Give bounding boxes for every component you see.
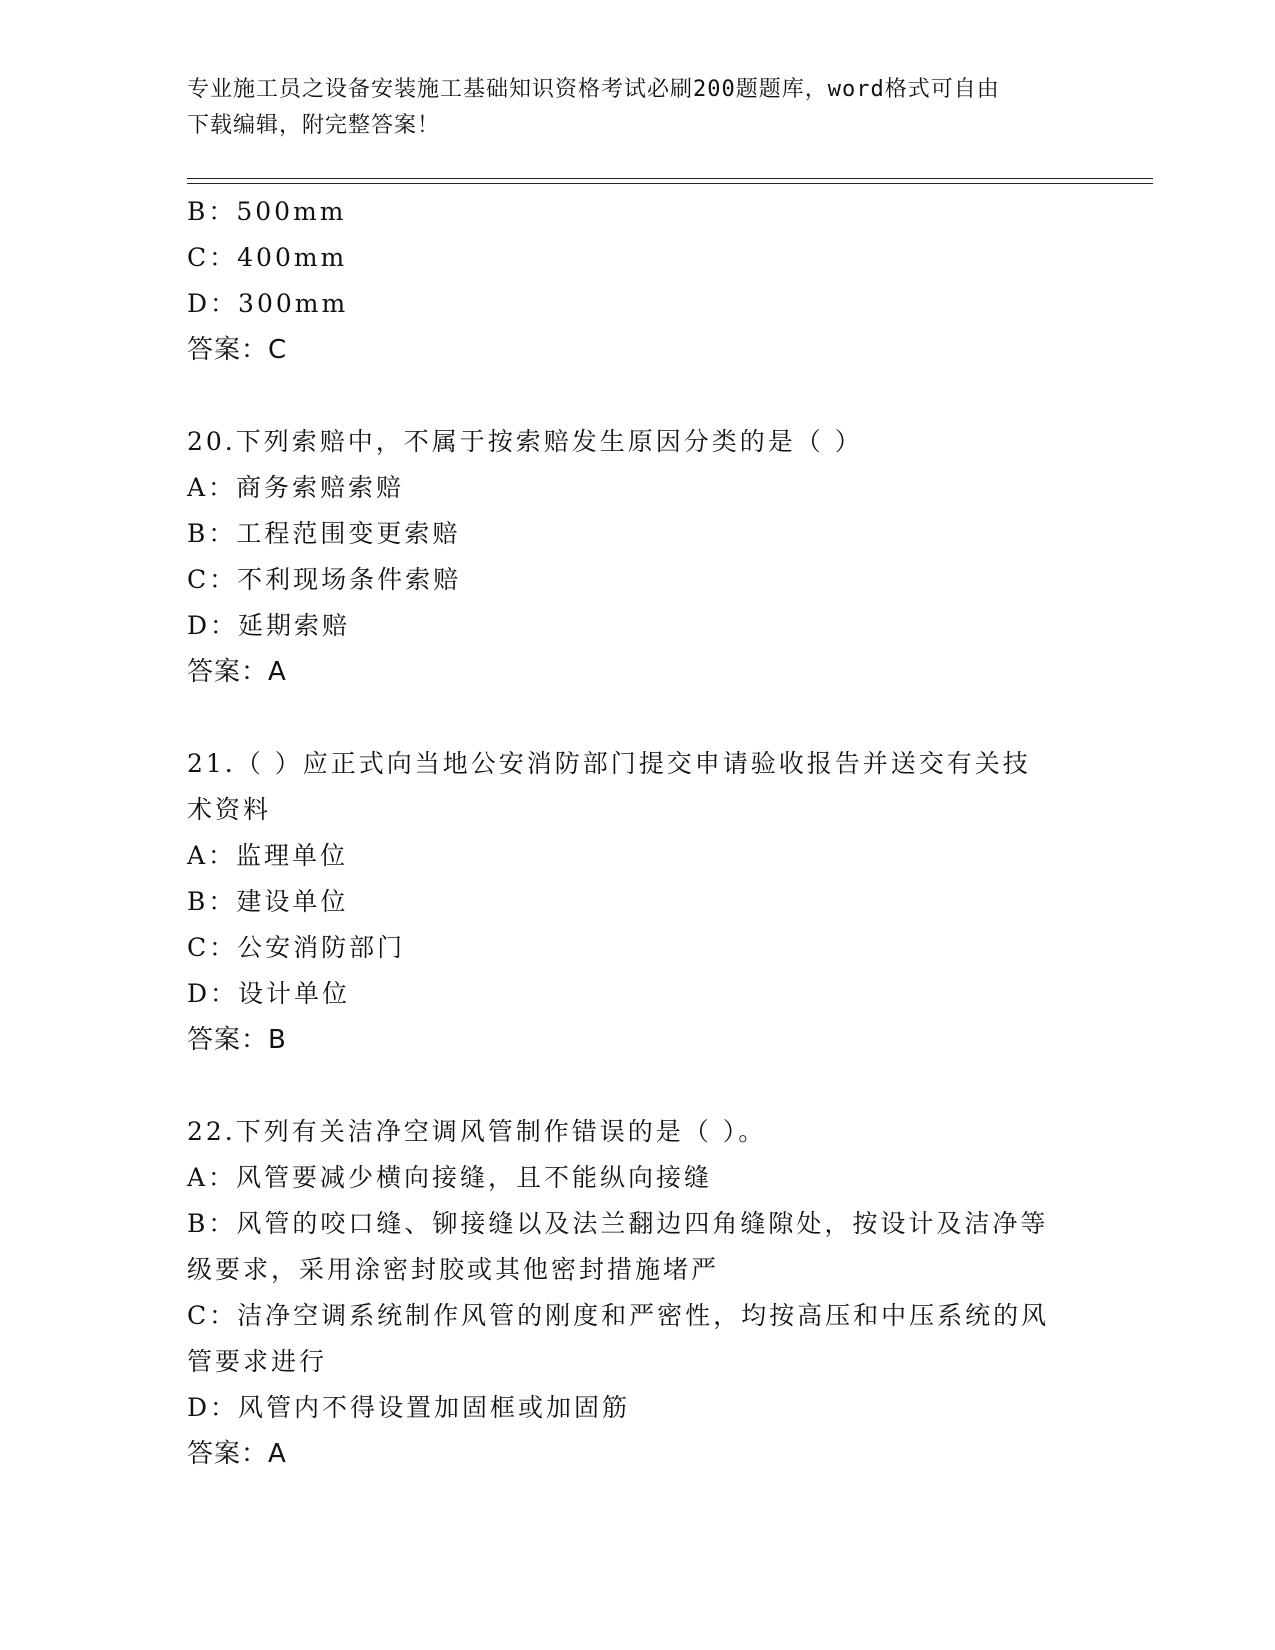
option-b: B：工程范围变更索赔 xyxy=(187,519,461,548)
option-d: D：风管内不得设置加固框或加固筋 xyxy=(187,1393,631,1422)
option-a: A：监理单位 xyxy=(187,841,349,870)
answer-line: 答案：A xyxy=(187,657,287,687)
question-stem: 20.下列索赔中，不属于按索赔发生原因分类的是（ ） xyxy=(187,427,863,456)
question-22 xyxy=(187,1109,1087,1477)
answer-line: 答案：A xyxy=(187,1439,287,1469)
option-b-line-1: B：风管的咬口缝、铆接缝以及法兰翻边四角缝隙处，按设计及洁净等 xyxy=(187,1209,1049,1238)
option-b-line-2: 级要求，采用涂密封胶或其他密封措施堵严 xyxy=(187,1255,720,1284)
document-header xyxy=(187,72,1067,144)
question-19-tail xyxy=(187,189,1087,373)
question-stem-line-1: 21.（ ）应正式向当地公安消防部门提交申请验收报告并送交有关技 xyxy=(187,749,1031,778)
question-spacer xyxy=(187,373,1087,419)
question-20 xyxy=(187,419,1087,695)
option-d: D：设计单位 xyxy=(187,979,351,1008)
question-21 xyxy=(187,741,1087,1063)
question-list xyxy=(187,189,1087,1477)
option-a: A：商务索赔索赔 xyxy=(187,473,405,502)
header-line-2: 下载编辑，附完整答案！ xyxy=(187,113,441,138)
answer-line: 答案：C xyxy=(187,335,288,365)
question-stem: 22.下列有关洁净空调风管制作错误的是（ ）。 xyxy=(187,1117,767,1146)
option-c: C：公安消防部门 xyxy=(187,933,406,962)
option-c-line-2: 管要求进行 xyxy=(187,1347,328,1376)
header-divider-top xyxy=(187,178,1153,179)
option-c-line-1: C：洁净空调系统制作风管的刚度和严密性，均按高压和中压系统的风 xyxy=(187,1301,1050,1330)
option-b: B：建设单位 xyxy=(187,887,349,916)
question-spacer xyxy=(187,695,1087,741)
option-a: A：风管要减少横向接缝，且不能纵向接缝 xyxy=(187,1163,713,1192)
question-stem-line-2: 术资料 xyxy=(187,795,272,824)
question-spacer xyxy=(187,1063,1087,1109)
option-d: D：300mm xyxy=(187,289,349,318)
header-line-1: 专业施工员之设备安装施工基础知识资格考试必刷200题题库，word格式可自由 xyxy=(187,77,1000,102)
option-c: C：不利现场条件索赔 xyxy=(187,565,462,594)
answer-line: 答案：B xyxy=(187,1025,287,1055)
option-b: B：500mm xyxy=(187,197,347,226)
option-c: C：400mm xyxy=(187,243,348,272)
option-d: D：延期索赔 xyxy=(187,611,351,640)
header-divider-bottom xyxy=(187,183,1153,184)
